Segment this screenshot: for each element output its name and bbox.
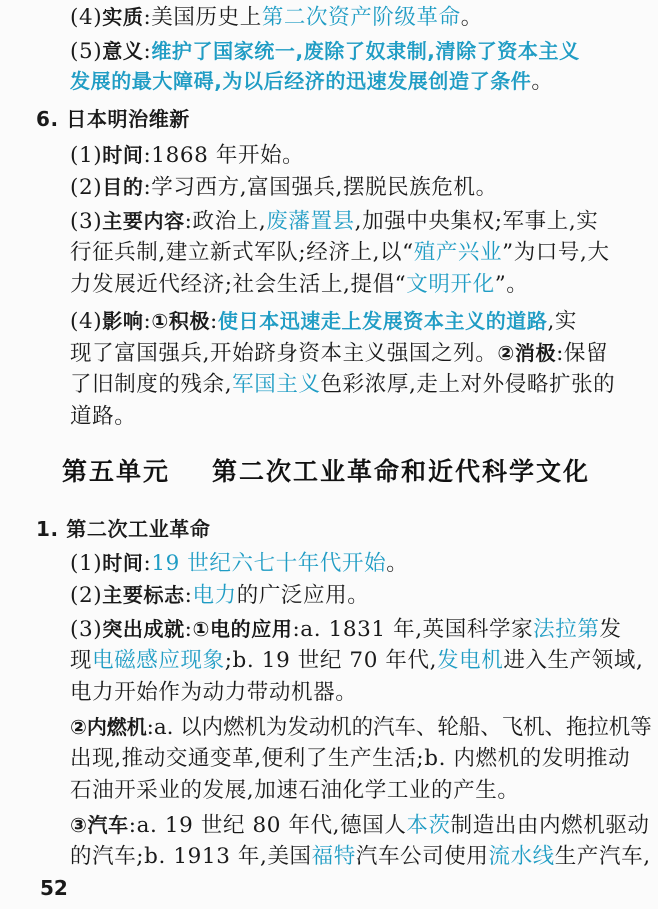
meiguo-item-5-highlight-1: 维护了国家统一,废除了奴隶制,清除了资本主义 — [151, 39, 580, 63]
meiguo-item-5: (5)意义:维护了国家统一,废除了奴隶制,清除了资本主义 — [70, 39, 580, 64]
riben-goal: (2)目的:学习西方,富国强兵,摆脱民族危机。 — [70, 175, 498, 200]
unit-name: 第五单元 — [62, 457, 171, 486]
riben-impact-line-2: 现了富国强兵,开始跻身资本主义强国之列。②消极:保留 — [70, 341, 609, 366]
gongye-time: (1)时间:19 世纪六七十年代开始。 — [70, 551, 409, 576]
meiguo-item-5-key: 意义 — [102, 39, 144, 63]
meiguo-item-5-cont: 发展的最大障碍,为以后经济的迅速发展创造了条件。 — [70, 69, 554, 94]
gongye-achievement-line-3: 电力开始作为动力带动机器。 — [70, 680, 358, 705]
meiguo-item-4-key: 实质 — [102, 5, 144, 29]
gongye-engine-line-2: 出现,推动交通变革,便利了生产生活;b. 内燃机的发明推动 — [70, 746, 631, 771]
section-heading-riben: 6. 日本明治维新 — [36, 107, 190, 131]
meiguo-item-4-highlight: 第二次资产阶级革命 — [261, 5, 461, 30]
page-number: 52 — [40, 876, 68, 900]
meiguo-item-5-highlight-2: 发展的最大障碍,为以后经济的迅速发展创造了条件 — [70, 69, 532, 93]
riben-impact-line-3: 了旧制度的残余,军国主义色彩浓厚,走上对外侵略扩张的 — [70, 372, 616, 397]
meiguo-item-4: (4)实质:美国历史上第二次资产阶级革命。 — [70, 5, 483, 30]
gongye-sign: (2)主要标志:电力的广泛应用。 — [70, 583, 370, 608]
riben-content-line-1: (3)主要内容:政治上,废藩置县,加强中央集权;军事上,实 — [70, 209, 599, 234]
gongye-engine-line-3: 石油开采业的发展,加速石油化学工业的产生。 — [70, 778, 520, 803]
gongye-achievement-line-2: 现电磁感应现象;b. 19 世纪 70 年代,发电机进入生产领域, — [70, 648, 644, 673]
gongye-engine-line-1: ②内燃机:a. 以内燃机为发动机的汽车、轮船、飞机、拖拉机等 — [70, 715, 652, 740]
riben-time: (1)时间:1868 年开始。 — [70, 143, 305, 168]
unit-title: 第二次工业革命和近代科学文化 — [212, 457, 591, 486]
riben-impact-line-4: 道路。 — [70, 404, 137, 429]
riben-content-line-2: 行征兵制,建立新式军队;经济上,以“殖产兴业”为口号,大 — [70, 240, 610, 265]
unit-heading — [62, 452, 590, 488]
riben-impact-line-1: (4)影响:①积极:使日本迅速走上发展资本主义的道路,实 — [70, 309, 578, 334]
gongye-car-line-2: 的汽车;b. 1913 年,美国福特汽车公司使用流水线生产汽车, — [70, 844, 651, 869]
gongye-achievement-line-1: (3)突出成就:①电的应用:a. 1831 年,英国科学家法拉第发 — [70, 617, 622, 642]
riben-content-line-3: 力发展近代经济;社会生活上,提倡“文明开化”。 — [70, 272, 529, 297]
gongye-car-line-1: ③汽车:a. 19 世纪 80 年代,德国人本茨制造出由内燃机驱动 — [70, 813, 650, 838]
section-heading-gongye: 1. 第二次工业革命 — [36, 517, 211, 541]
